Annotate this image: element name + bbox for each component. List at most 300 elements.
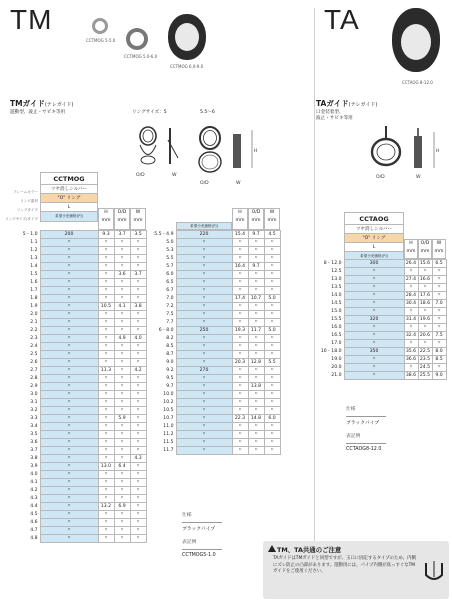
table-row bbox=[144, 351, 280, 359]
table-row bbox=[8, 367, 146, 375]
size-cell: 8.5 bbox=[166, 344, 174, 349]
table-row bbox=[8, 383, 146, 391]
table-row bbox=[8, 239, 146, 247]
h-cell: 〃 bbox=[98, 535, 114, 543]
ta-price-label: 希望小売価格(円) bbox=[345, 252, 403, 261]
table-row bbox=[8, 247, 146, 255]
size-cell: 7.5 bbox=[166, 312, 174, 317]
ta-ring-type: "O" リング bbox=[345, 234, 403, 243]
od-cell: 〃 bbox=[418, 324, 432, 332]
h-cell: 〃 bbox=[98, 423, 114, 431]
size-cell: 16.5 bbox=[331, 333, 342, 338]
w-cell: 〃 bbox=[130, 535, 146, 543]
table-row bbox=[8, 423, 146, 431]
price-cell: 320 bbox=[344, 316, 404, 324]
table-row bbox=[8, 415, 146, 423]
price-cell: 〃 bbox=[176, 431, 232, 439]
size-cell: 6.7 bbox=[166, 288, 174, 293]
size-cell: 17.0 bbox=[331, 341, 342, 346]
tm-photo-caption-2: CCTMOG 5.0-6.0 bbox=[124, 54, 158, 59]
size-cell: 3.2 bbox=[30, 408, 38, 413]
price-cell: 〃 bbox=[40, 511, 98, 519]
od-cell: 〃 bbox=[114, 375, 130, 383]
w-cell: 〃 bbox=[130, 479, 146, 487]
od-cell: 16.6 bbox=[419, 277, 431, 282]
h-cell: 〃 bbox=[98, 311, 114, 319]
table-row bbox=[144, 319, 280, 327]
od-cell: 〃 bbox=[248, 431, 264, 439]
table-row bbox=[8, 311, 146, 319]
h-cell: 〃 bbox=[404, 284, 418, 292]
table-row bbox=[144, 423, 280, 431]
od-cell: 〃 bbox=[114, 255, 130, 263]
od-cell: 〃 bbox=[114, 471, 130, 479]
w-cell: 〃 bbox=[130, 495, 146, 503]
od-cell: 〃 bbox=[114, 295, 130, 303]
table-row bbox=[8, 343, 146, 351]
h-cell: 〃 bbox=[98, 375, 114, 383]
h-cell: 〃 bbox=[232, 399, 248, 407]
price-cell: 〃 bbox=[40, 295, 98, 303]
table-row bbox=[144, 407, 280, 415]
size-cell: 21.0 bbox=[331, 373, 342, 378]
table-row bbox=[314, 276, 446, 284]
h-cell: 〃 bbox=[232, 247, 248, 255]
price-cell: 〃 bbox=[40, 463, 98, 471]
od-cell: 〃 bbox=[248, 319, 264, 327]
ta-col-h-unit: mm bbox=[406, 249, 416, 254]
price-cell: 〃 bbox=[40, 239, 98, 247]
table-row bbox=[314, 324, 446, 332]
w-cell: 〃 bbox=[130, 399, 146, 407]
price-cell: 〃 bbox=[176, 255, 232, 263]
od-cell: 24.5 bbox=[419, 365, 431, 370]
od-cell: 〃 bbox=[248, 271, 264, 279]
w-cell: 〃 bbox=[264, 423, 280, 431]
w-cell: 〃 bbox=[264, 431, 280, 439]
w-cell: 〃 bbox=[130, 295, 146, 303]
size-cell: 4.2 bbox=[30, 488, 38, 493]
od-cell: 〃 bbox=[114, 455, 130, 463]
w-cell: 〃 bbox=[264, 263, 280, 271]
w-cell: 7.5 bbox=[432, 332, 446, 340]
price-cell: 〃 bbox=[344, 332, 404, 340]
price-cell: 〃 bbox=[176, 439, 232, 447]
price-cell: 〃 bbox=[176, 287, 232, 295]
h-cell: 26.4 bbox=[405, 261, 417, 266]
w-cell: 〃 bbox=[264, 383, 280, 391]
price-cell: 〃 bbox=[176, 415, 232, 423]
h-cell: 19.3 bbox=[232, 327, 248, 335]
tm-left-dim-headers bbox=[98, 208, 146, 230]
tm-title: TM bbox=[10, 4, 53, 35]
size-cell: 3.7 bbox=[30, 448, 38, 453]
size-cell: 16.0 bbox=[331, 325, 342, 330]
w-cell: 〃 bbox=[130, 279, 146, 287]
size-cell: 3.4 bbox=[30, 424, 38, 429]
od-cell: 14.8 bbox=[248, 415, 264, 423]
od-cell: 〃 bbox=[114, 423, 130, 431]
od-cell: 〃 bbox=[248, 287, 264, 295]
od-cell: 〃 bbox=[248, 351, 264, 359]
table-row bbox=[314, 300, 446, 308]
ta-table bbox=[314, 259, 447, 380]
size-cell: 1.9 bbox=[30, 304, 38, 309]
size-cell: 2.4 bbox=[30, 344, 38, 349]
w-cell: 〃 bbox=[432, 316, 446, 324]
tm-ring-size-label: リングサイズ：5 bbox=[132, 110, 167, 115]
w-cell: 〃 bbox=[432, 268, 446, 276]
size-cell: 4.4 bbox=[30, 504, 38, 509]
od-cell: 12.8 bbox=[248, 359, 264, 367]
h-cell: 〃 bbox=[98, 239, 114, 247]
size-cell: 9.0 bbox=[166, 360, 174, 365]
od-cell: 〃 bbox=[248, 255, 264, 263]
price-cell: 〃 bbox=[344, 292, 404, 300]
w-cell: 〃 bbox=[130, 527, 146, 535]
svg-text:H: H bbox=[254, 149, 258, 154]
w-cell: 〃 bbox=[130, 255, 146, 263]
price-cell: 〃 bbox=[40, 447, 98, 455]
table-row bbox=[8, 535, 146, 543]
table-row bbox=[144, 311, 280, 319]
od-cell: 13.8 bbox=[248, 383, 264, 391]
size-cell: 13.5 bbox=[331, 285, 342, 290]
price-cell: 〃 bbox=[40, 407, 98, 415]
ta-col-w-unit: mm bbox=[434, 249, 444, 254]
tm-type-l: L bbox=[41, 203, 97, 212]
tm-mid-table bbox=[144, 230, 281, 455]
table-row bbox=[8, 335, 146, 343]
size-cell: 3.6 bbox=[30, 440, 38, 445]
size-cell: 10.2 bbox=[163, 400, 174, 405]
w-cell: 〃 bbox=[130, 503, 146, 511]
od-cell: 〃 bbox=[114, 247, 130, 255]
size-cell: 1.1 bbox=[30, 240, 38, 245]
w-cell: 〃 bbox=[264, 391, 280, 399]
od-cell: 〃 bbox=[418, 284, 432, 292]
ta-col-w: W bbox=[436, 241, 442, 246]
size-cell: 2.9 bbox=[30, 384, 38, 389]
od-cell: 〃 bbox=[114, 343, 130, 351]
price-cell: 〃 bbox=[176, 351, 232, 359]
table-row bbox=[8, 479, 146, 487]
w-cell: 〃 bbox=[264, 375, 280, 383]
od-cell: 25.5 bbox=[419, 373, 431, 378]
od-cell: 〃 bbox=[248, 303, 264, 311]
size-cell: 5.5 - 4.9 bbox=[154, 232, 174, 237]
price-cell: 〃 bbox=[344, 340, 404, 348]
size-cell: 11.0 bbox=[163, 424, 174, 429]
h-cell: 〃 bbox=[98, 487, 114, 495]
size-cell: 11.7 bbox=[163, 448, 174, 453]
h-cell: 28.4 bbox=[405, 293, 417, 298]
price-cell: 〃 bbox=[176, 279, 232, 287]
row-label-size: リングサイズ/タイプ bbox=[4, 217, 38, 221]
w-cell: 〃 bbox=[130, 383, 146, 391]
ta-type-l: L bbox=[345, 243, 403, 252]
size-cell: 3.3 bbox=[30, 416, 38, 421]
tm-spec-value: ブラックパイプ bbox=[182, 526, 216, 532]
od-cell: 〃 bbox=[114, 383, 130, 391]
size-cell: 7.2 bbox=[166, 304, 174, 309]
ta-header-block bbox=[344, 212, 404, 262]
price-cell: 〃 bbox=[176, 343, 232, 351]
w-cell: 〃 bbox=[130, 239, 146, 247]
od-cell: 〃 bbox=[248, 239, 264, 247]
tm-diagram-large bbox=[190, 120, 262, 190]
od-cell: 〃 bbox=[248, 399, 264, 407]
price-cell: 〃 bbox=[40, 391, 98, 399]
tm-diagram-small bbox=[128, 120, 188, 180]
w-cell: 〃 bbox=[264, 351, 280, 359]
h-cell: 〃 bbox=[98, 263, 114, 271]
mid-col-w-unit: mm bbox=[267, 218, 277, 223]
tm-mid-price-label: 希望小売価格(円) bbox=[176, 222, 232, 230]
price-cell: 〃 bbox=[176, 447, 232, 455]
od-cell: 9.7 bbox=[248, 263, 264, 271]
table-row bbox=[314, 340, 446, 348]
w-cell: 〃 bbox=[130, 463, 146, 471]
size-cell: 5.7 bbox=[166, 264, 174, 269]
h-cell: 〃 bbox=[404, 340, 418, 348]
price-cell: 〃 bbox=[344, 268, 404, 276]
price-cell: 〃 bbox=[176, 383, 232, 391]
price-cell: 〃 bbox=[344, 356, 404, 364]
h-cell: 30.4 bbox=[405, 301, 417, 306]
ta-photo-caption: CCTAOG 8-12.0 bbox=[402, 80, 433, 85]
caution-box bbox=[263, 541, 449, 599]
h-cell: 〃 bbox=[98, 359, 114, 367]
h-cell: 〃 bbox=[232, 391, 248, 399]
od-cell: 〃 bbox=[114, 527, 130, 535]
table-row bbox=[144, 367, 280, 375]
size-cell: 2.7 bbox=[30, 368, 38, 373]
h-cell: 10.5 bbox=[98, 303, 114, 311]
w-cell: 〃 bbox=[130, 343, 146, 351]
od-cell: 〃 bbox=[248, 439, 264, 447]
w-cell: 〃 bbox=[130, 407, 146, 415]
svg-text:O/D: O/D bbox=[136, 173, 145, 178]
h-cell: 〃 bbox=[98, 511, 114, 519]
ta-subtitle: TAガイド(テレガイド) bbox=[316, 99, 378, 108]
table-row bbox=[314, 364, 446, 372]
table-row bbox=[8, 455, 146, 463]
h-cell: 38.6 bbox=[405, 373, 417, 378]
od-cell: 4.9 bbox=[114, 335, 130, 343]
h-cell: 27.4 bbox=[405, 277, 417, 282]
size-cell: 4.8 bbox=[30, 536, 38, 541]
od-cell: 〃 bbox=[114, 367, 130, 375]
h-cell: 〃 bbox=[232, 431, 248, 439]
table-row bbox=[8, 527, 146, 535]
od-cell: 〃 bbox=[114, 487, 130, 495]
tm-mid-header bbox=[176, 208, 280, 230]
w-cell: 8.0 bbox=[432, 348, 446, 356]
h-cell: 〃 bbox=[232, 303, 248, 311]
w-cell: 〃 bbox=[264, 303, 280, 311]
w-cell: 〃 bbox=[130, 471, 146, 479]
w-cell: 5.5 bbox=[264, 359, 280, 367]
od-cell: 〃 bbox=[418, 308, 432, 316]
h-cell: 〃 bbox=[98, 255, 114, 263]
table-row bbox=[144, 247, 280, 255]
w-cell: 〃 bbox=[264, 367, 280, 375]
od-cell: 19.6 bbox=[419, 317, 431, 322]
od-cell: 5.9 bbox=[114, 415, 130, 423]
table-row bbox=[144, 399, 280, 407]
table-row bbox=[314, 292, 446, 300]
price-cell: 〃 bbox=[176, 239, 232, 247]
price-cell: 〃 bbox=[40, 303, 98, 311]
w-cell: 〃 bbox=[130, 431, 146, 439]
table-row bbox=[144, 439, 280, 447]
size-cell: 20.0 bbox=[331, 365, 342, 370]
price-cell: 〃 bbox=[344, 300, 404, 308]
h-cell: 13.2 bbox=[98, 503, 114, 511]
tm-photo-caption-3: CCTMOG 6.0-9.0 bbox=[170, 64, 204, 69]
row-label-ring: リング素材 bbox=[20, 199, 38, 203]
od-cell: 〃 bbox=[114, 399, 130, 407]
size-cell: 6 - 8.0 bbox=[158, 328, 174, 333]
w-cell: 〃 bbox=[264, 407, 280, 415]
h-cell: 〃 bbox=[232, 311, 248, 319]
w-cell: 7.0 bbox=[432, 300, 446, 308]
h-cell: 〃 bbox=[98, 519, 114, 527]
size-cell: 1.4 bbox=[30, 264, 38, 269]
tm-usage: 遊動型、波止・サビキ等用 bbox=[10, 110, 66, 115]
h-cell: 〃 bbox=[98, 279, 114, 287]
table-row bbox=[314, 268, 446, 276]
od-cell: 〃 bbox=[114, 239, 130, 247]
row-label-type: リングタイプ bbox=[16, 208, 38, 212]
h-cell: 〃 bbox=[232, 367, 248, 375]
price-cell: 〃 bbox=[40, 383, 98, 391]
price-cell: 〃 bbox=[40, 343, 98, 351]
w-cell: 〃 bbox=[432, 308, 446, 316]
size-cell: 8.7 bbox=[166, 352, 174, 357]
h-cell: 13.0 bbox=[98, 463, 114, 471]
col-od: O/D bbox=[117, 210, 127, 215]
price-cell: 〃 bbox=[40, 471, 98, 479]
tm-ring-size-label-2: 5.5〜6 bbox=[200, 110, 215, 115]
mid-col-od: O/D bbox=[251, 210, 261, 215]
size-cell: 1.6 bbox=[30, 280, 38, 285]
od-cell: 23.5 bbox=[419, 357, 431, 362]
table-row bbox=[8, 503, 146, 511]
price-cell: 〃 bbox=[40, 263, 98, 271]
w-cell: 〃 bbox=[264, 319, 280, 327]
price-cell: 〃 bbox=[176, 311, 232, 319]
od-cell: 〃 bbox=[248, 247, 264, 255]
h-cell: 〃 bbox=[98, 447, 114, 455]
w-cell: 〃 bbox=[130, 263, 146, 271]
price-cell: 250 bbox=[176, 327, 232, 335]
od-cell: 〃 bbox=[114, 351, 130, 359]
h-cell: 〃 bbox=[232, 407, 248, 415]
table-row bbox=[314, 260, 446, 268]
mid-col-h-unit: mm bbox=[235, 218, 245, 223]
w-cell: 〃 bbox=[130, 415, 146, 423]
size-cell: 15.0 bbox=[331, 309, 342, 314]
od-cell: 20.6 bbox=[419, 333, 431, 338]
w-cell: 3.7 bbox=[130, 271, 146, 279]
od-cell: 4.1 bbox=[114, 303, 130, 311]
warning-icon bbox=[268, 545, 276, 552]
price-cell: 〃 bbox=[40, 255, 98, 263]
size-cell: 19.0 bbox=[331, 357, 342, 362]
table-row bbox=[144, 271, 280, 279]
table-row bbox=[144, 287, 280, 295]
od-cell: 〃 bbox=[114, 511, 130, 519]
table-row bbox=[8, 287, 146, 295]
w-cell: 〃 bbox=[130, 247, 146, 255]
table-row bbox=[314, 308, 446, 316]
h-cell: 〃 bbox=[98, 287, 114, 295]
w-cell: 〃 bbox=[432, 340, 446, 348]
od-cell: 18.6 bbox=[419, 301, 431, 306]
h-cell: 〃 bbox=[98, 399, 114, 407]
h-cell: 〃 bbox=[232, 343, 248, 351]
od-cell: 9.7 bbox=[248, 231, 264, 239]
w-cell: 6.0 bbox=[264, 415, 280, 423]
h-cell: 〃 bbox=[98, 271, 114, 279]
h-cell: 〃 bbox=[404, 364, 418, 372]
w-cell: 〃 bbox=[432, 292, 446, 300]
tm-ring-type: "O" リング bbox=[41, 194, 97, 203]
table-row bbox=[144, 375, 280, 383]
tm-frame-color: ツヤ消しシルバー bbox=[41, 185, 97, 194]
w-cell: 〃 bbox=[130, 375, 146, 383]
tm-model-name: CCTMOG bbox=[41, 173, 97, 185]
table-row bbox=[8, 519, 146, 527]
price-cell: 〃 bbox=[344, 284, 404, 292]
h-cell: 〃 bbox=[98, 391, 114, 399]
od-cell: 〃 bbox=[114, 327, 130, 335]
size-cell: 2.5 bbox=[30, 352, 38, 357]
price-cell: 〃 bbox=[40, 479, 98, 487]
h-cell: 〃 bbox=[98, 247, 114, 255]
h-cell: 22.3 bbox=[232, 415, 248, 423]
w-cell: 〃 bbox=[264, 247, 280, 255]
h-cell: 〃 bbox=[98, 327, 114, 335]
ta-ref-value: CCTAOG8-12.0 bbox=[346, 447, 382, 452]
svg-text:O/D: O/D bbox=[376, 175, 385, 180]
ta-diagram bbox=[364, 122, 448, 192]
od-cell: 〃 bbox=[114, 447, 130, 455]
h-cell: 〃 bbox=[98, 479, 114, 487]
size-cell: 2.0 bbox=[30, 312, 38, 317]
h-cell: 〃 bbox=[98, 343, 114, 351]
size-cell: 6.0 bbox=[166, 272, 174, 277]
tm-photo-small bbox=[92, 18, 108, 34]
price-cell: 〃 bbox=[176, 319, 232, 327]
ta-usage: 口金装着型、 波止・サビキ等用 bbox=[316, 110, 353, 121]
size-cell: 11.2 bbox=[163, 432, 174, 437]
size-cell: 4.5 bbox=[30, 512, 38, 517]
tm-row-labels bbox=[4, 188, 38, 224]
svg-text:W: W bbox=[172, 173, 177, 178]
od-cell: 3.6 bbox=[114, 271, 130, 279]
w-cell: 〃 bbox=[130, 287, 146, 295]
w-cell: 〃 bbox=[130, 327, 146, 335]
h-cell: 17.4 bbox=[232, 295, 248, 303]
price-cell: 〃 bbox=[344, 276, 404, 284]
w-cell: 〃 bbox=[432, 324, 446, 332]
size-cell: 7.0 bbox=[166, 296, 174, 301]
price-cell: 〃 bbox=[176, 359, 232, 367]
table-row bbox=[8, 471, 146, 479]
